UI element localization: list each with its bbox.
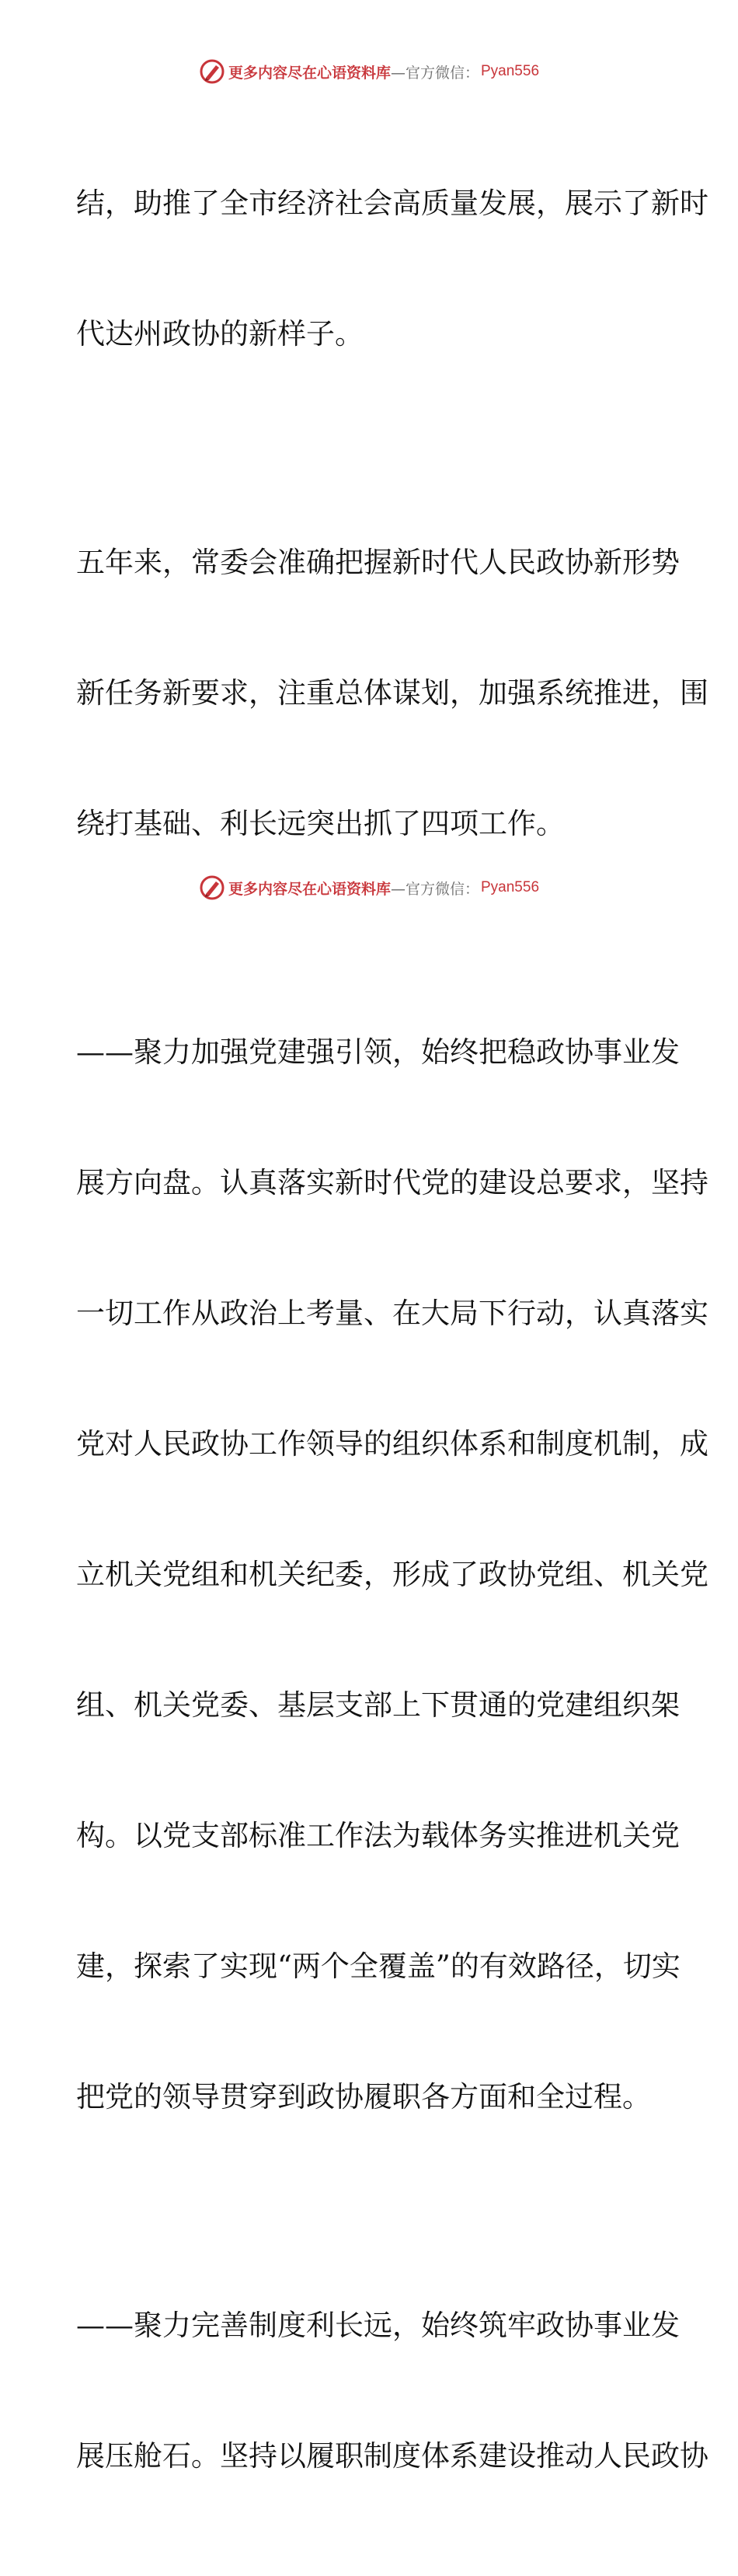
watermark-site-text: 更多内容尽在心语资料库 [228, 880, 391, 898]
pen-logo-icon [199, 874, 225, 901]
text-line: 立机关党组和机关纪委，形成了政协党组、机关党 [76, 1558, 708, 1591]
watermark-dash-text: —官方微信： [390, 880, 479, 898]
text-line: 党对人民政协工作领导的组织体系和制度机制，成 [76, 1427, 708, 1461]
watermark-site-text: 更多内容尽在心语资料库 [228, 64, 391, 82]
pen-logo-icon [199, 58, 225, 85]
text-line: 建，探索了实现“两个全覆盖”的有效路径，切实 [76, 1949, 681, 1983]
paragraph-1 [76, 95, 708, 443]
text-line: 绕打基础、利长远突出抓了四项工作。 [76, 807, 565, 840]
body-text [76, 95, 708, 2576]
watermark-account-text: Pyan556 [481, 879, 540, 895]
paragraph-3 [76, 944, 708, 2206]
text-line: ——聚力加强党建强引领，始终把稳政协事业发 [76, 1035, 680, 1069]
watermark-header [0, 56, 738, 87]
watermark-dash-text: —官方微信： [390, 64, 479, 82]
paragraph-2 [76, 454, 708, 933]
text-line: 展压舱石。坚持以履职制度体系建设推动人民政协 [76, 2439, 708, 2473]
text-line: 新任务新要求，注重总体谋划，加强系统推进，围 [76, 676, 708, 710]
watermark-footer [0, 872, 738, 903]
text-line: 组、机关党委、基层支部上下贯通的党建组织架 [76, 1688, 680, 1722]
text-line: ——聚力完善制度利长远，始终筑牢政协事业发 [76, 2309, 680, 2342]
text-line: 结，助推了全市经济社会高质量发展，展示了新时 [76, 187, 708, 220]
text-line: 构。以党支部标准工作法为载体务实推进机关党 [76, 1819, 680, 1852]
text-line: 一切工作从政治上考量、在大局下行动，认真落实 [76, 1297, 708, 1330]
text-line: 代达州政协的新样子。 [76, 317, 364, 351]
text-line: 展方向盘。认真落实新时代党的建设总要求，坚持 [76, 1166, 708, 1199]
paragraph-4 [76, 2217, 708, 2565]
text-line: 把党的领导贯穿到政协履职各方面和全过程。 [76, 2080, 651, 2114]
watermark-account-text: Pyan556 [481, 63, 540, 79]
text-line: 五年来，常委会准确把握新时代人民政协新形势 [76, 546, 680, 579]
